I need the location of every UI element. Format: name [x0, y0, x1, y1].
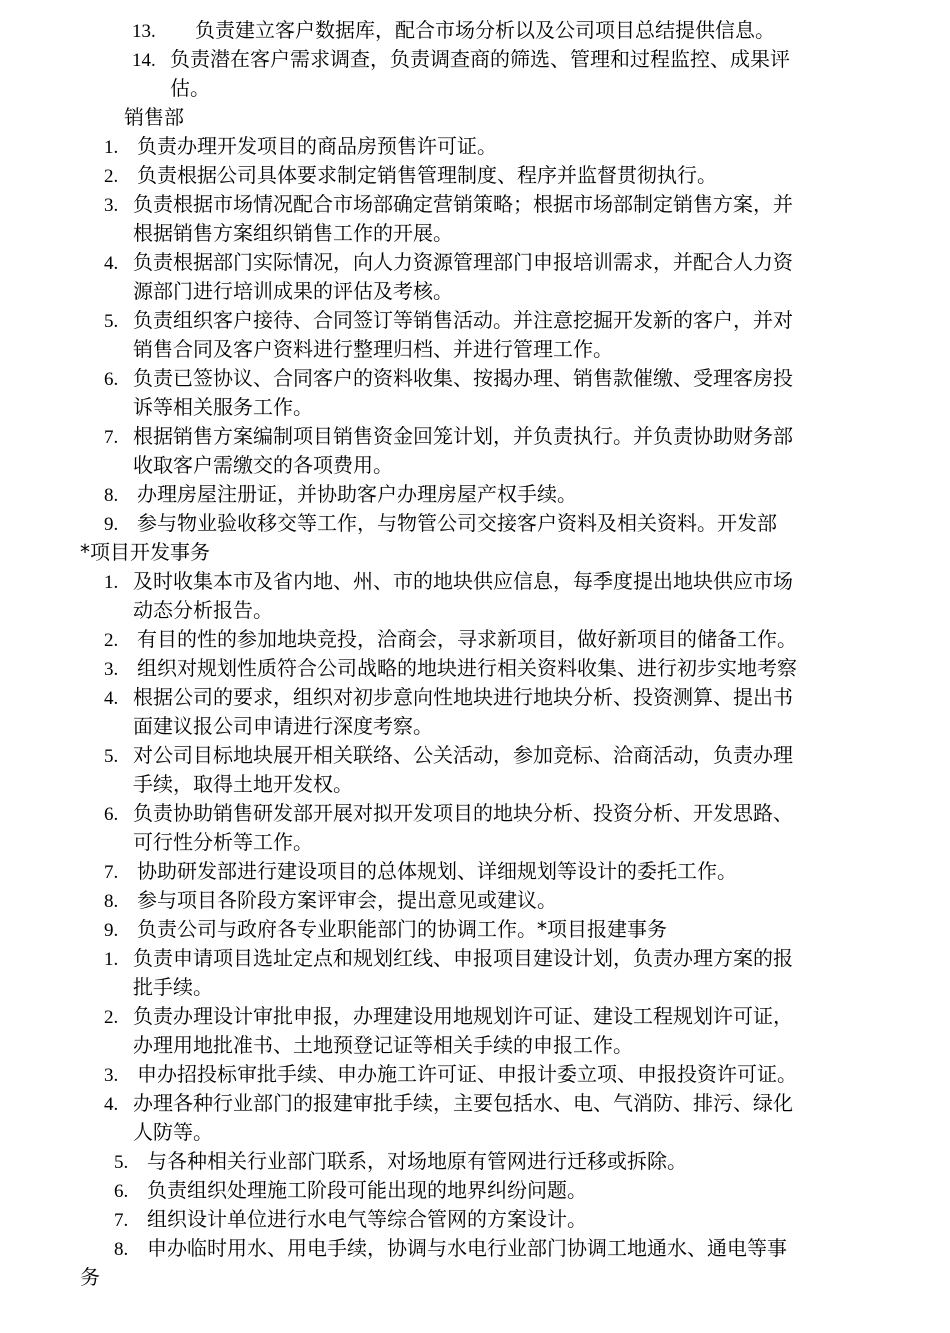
item-text: 办理各种行业部门的报建审批手续，主要包括水、电、气消防、排污、绿化 — [133, 1091, 793, 1115]
item-text: 组织对规划性质符合公司战略的地块进行相关资料收集、进行初步实地考察 — [137, 656, 797, 680]
item-text: 动态分析报告。 — [133, 598, 273, 622]
list-item-continuation — [133, 393, 313, 422]
list-item — [104, 161, 717, 191]
list-item-continuation — [133, 335, 613, 364]
list-item — [104, 190, 793, 220]
item-text: 参与物业验收移交等工作，与物管公司交接客户资料及相关资料。开发部 — [137, 511, 777, 535]
item-text: 负责根据市场情况配合市场部确定营销策略；根据市场部制定销售方案，并 — [133, 192, 793, 216]
list-item — [104, 132, 497, 162]
list-item — [104, 886, 557, 916]
list-item — [114, 1147, 687, 1177]
item-number: 7. — [104, 862, 119, 883]
list-item — [104, 1060, 797, 1090]
item-number: 2. — [104, 630, 119, 651]
section-heading — [80, 538, 210, 567]
item-number: 6. — [114, 1181, 129, 1202]
list-item-continuation — [170, 74, 210, 103]
item-text: 对公司目标地块展开相关联络、公关活动，参加竞标、洽商活动，负责办理 — [133, 743, 793, 767]
item-number: 8. — [104, 891, 119, 912]
item-text: 有目的性的参加地块竞投，洽商会，寻求新项目，做好新项目的储备工作。 — [137, 627, 797, 651]
item-text: 人防等。 — [133, 1120, 213, 1144]
item-text: 负责根据部门实际情况，向人力资源管理部门申报培训需求，并配合人力资 — [133, 250, 793, 274]
item-text: 负责根据公司具体要求制定销售管理制度、程序并监督贯彻执行。 — [137, 163, 717, 187]
item-number: 6. — [104, 804, 119, 825]
item-number: 4. — [104, 688, 119, 709]
item-text: 与各种相关行业部门联系，对场地原有管网进行迁移或拆除。 — [147, 1149, 687, 1173]
item-text: 负责已签协议、合同客户的资料收集、按揭办理、销售款催缴、受理客房投 — [133, 366, 793, 390]
item-text: 负责潜在客户需求调查，负责调查商的筛选、管理和过程监控、成果评 — [170, 47, 790, 71]
item-number: 14. — [132, 50, 156, 71]
item-number: 1. — [104, 137, 119, 158]
list-item — [104, 1089, 793, 1119]
list-item — [104, 915, 667, 945]
list-item — [104, 625, 797, 655]
list-item-continuation — [133, 973, 213, 1002]
list-item — [114, 1205, 587, 1235]
list-item — [104, 480, 577, 510]
item-text: 负责组织客户接待、合同签订等销售活动。并注意挖掘开发新的客户，并对 — [133, 308, 793, 332]
list-item — [104, 857, 737, 887]
list-item — [132, 45, 790, 75]
item-number: 5. — [104, 746, 119, 767]
item-number: 5. — [104, 311, 119, 332]
item-text: 批手续。 — [133, 975, 213, 999]
item-text: 收取客户需缴交的各项费用。 — [133, 453, 393, 477]
list-item — [104, 799, 793, 829]
list-item — [104, 567, 793, 597]
item-text: 参与项目各阶段方案评审会，提出意见或建议。 — [137, 888, 557, 912]
item-text: 负责建立客户数据库，配合市场分析以及公司项目总结提供信息。 — [195, 18, 775, 42]
list-item-continuation — [133, 712, 433, 741]
list-item-continuation — [133, 596, 273, 625]
item-text: 估。 — [170, 76, 210, 100]
list-item-continuation — [133, 451, 393, 480]
item-number: 7. — [104, 427, 119, 448]
item-text: 根据销售方案组织销售工作的开展。 — [133, 221, 453, 245]
item-number: 1. — [104, 572, 119, 593]
item-text: 申办招投标审批手续、申办施工许可证、申报计委立项、申报投资许可证。 — [137, 1062, 797, 1086]
item-number: 3. — [104, 1065, 119, 1086]
item-number: 3. — [104, 195, 119, 216]
item-number: 7. — [114, 1210, 129, 1231]
list-item-continuation — [133, 219, 453, 248]
list-item — [104, 944, 793, 974]
item-number: 3. — [104, 659, 119, 680]
item-text: 及时收集本市及省内地、州、市的地块供应信息，每季度提出地块供应市场 — [133, 569, 793, 593]
item-number: 2. — [104, 166, 119, 187]
item-text: 办理用地批准书、土地预登记证等相关手续的申报工作。 — [133, 1033, 633, 1057]
list-item-continuation — [133, 1031, 633, 1060]
item-text: 负责申请项目选址定点和规划红线、申报项目建设计划，负责办理方案的报 — [133, 946, 793, 970]
item-text: 销售合同及客户资料进行整理归档、并进行管理工作。 — [133, 337, 613, 361]
item-text: 负责组织处理施工阶段可能出现的地界纠纷问题。 — [147, 1178, 587, 1202]
item-number: 9. — [104, 920, 119, 941]
list-item — [104, 654, 797, 684]
item-text: 组织设计单位进行水电气等综合管网的方案设计。 — [147, 1207, 587, 1231]
item-text: 办理房屋注册证，并协助客户办理房屋产权手续。 — [137, 482, 577, 506]
item-number: 6. — [104, 369, 119, 390]
heading-text: *项目开发事务 — [80, 540, 210, 564]
item-text: 负责办理开发项目的商品房预售许可证。 — [137, 134, 497, 158]
item-text: 手续，取得土地开发权。 — [133, 772, 353, 796]
list-item — [104, 509, 777, 539]
item-text: 可行性分析等工作。 — [133, 830, 313, 854]
list-item — [114, 1234, 787, 1264]
item-text: 根据公司的要求，组织对初步意向性地块进行地块分析、投资测算、提出书 — [133, 685, 793, 709]
list-item-continuation — [133, 828, 313, 857]
item-number: 1. — [104, 949, 119, 970]
item-number: 8. — [104, 485, 119, 506]
list-item — [104, 741, 793, 771]
item-number: 4. — [104, 253, 119, 274]
list-item — [132, 16, 775, 46]
list-item — [104, 683, 793, 713]
item-text: 务 — [80, 1265, 100, 1289]
item-text: 负责协助销售研发部开展对拟开发项目的地块分析、投资分析、开发思路、 — [133, 801, 793, 825]
list-item — [104, 306, 793, 336]
list-item-continuation — [133, 770, 353, 799]
list-item — [104, 1002, 793, 1032]
item-text: 根据销售方案编制项目销售资金回笼计划，并负责执行。并负责协助财务部 — [133, 424, 793, 448]
heading-text: 销售部 — [124, 105, 184, 129]
list-item-continuation — [133, 277, 453, 306]
list-item — [104, 422, 793, 452]
list-item — [114, 1176, 587, 1206]
item-number: 13. — [132, 21, 156, 42]
list-item — [104, 248, 793, 278]
item-number: 4. — [104, 1094, 119, 1115]
list-item — [104, 364, 793, 394]
item-number: 5. — [114, 1152, 129, 1173]
item-text: 负责办理设计审批申报，办理建设用地规划许可证、建设工程规划许可证， — [133, 1004, 793, 1028]
item-text: 协助研发部进行建设项目的总体规划、详细规划等设计的委托工作。 — [137, 859, 737, 883]
item-text: 面建议报公司申请进行深度考察。 — [133, 714, 433, 738]
section-heading — [124, 103, 184, 132]
item-number: 9. — [104, 514, 119, 535]
item-number: 2. — [104, 1007, 119, 1028]
item-text: 诉等相关服务工作。 — [133, 395, 313, 419]
item-number: 8. — [114, 1239, 129, 1260]
item-text: 源部门进行培训成果的评估及考核。 — [133, 279, 453, 303]
item-text: 负责公司与政府各专业职能部门的协调工作。*项目报建事务 — [137, 917, 667, 941]
list-item-continuation — [80, 1263, 100, 1292]
item-text: 申办临时用水、用电手续，协调与水电行业部门协调工地通水、通电等事 — [147, 1236, 787, 1260]
list-item-continuation — [133, 1118, 213, 1147]
